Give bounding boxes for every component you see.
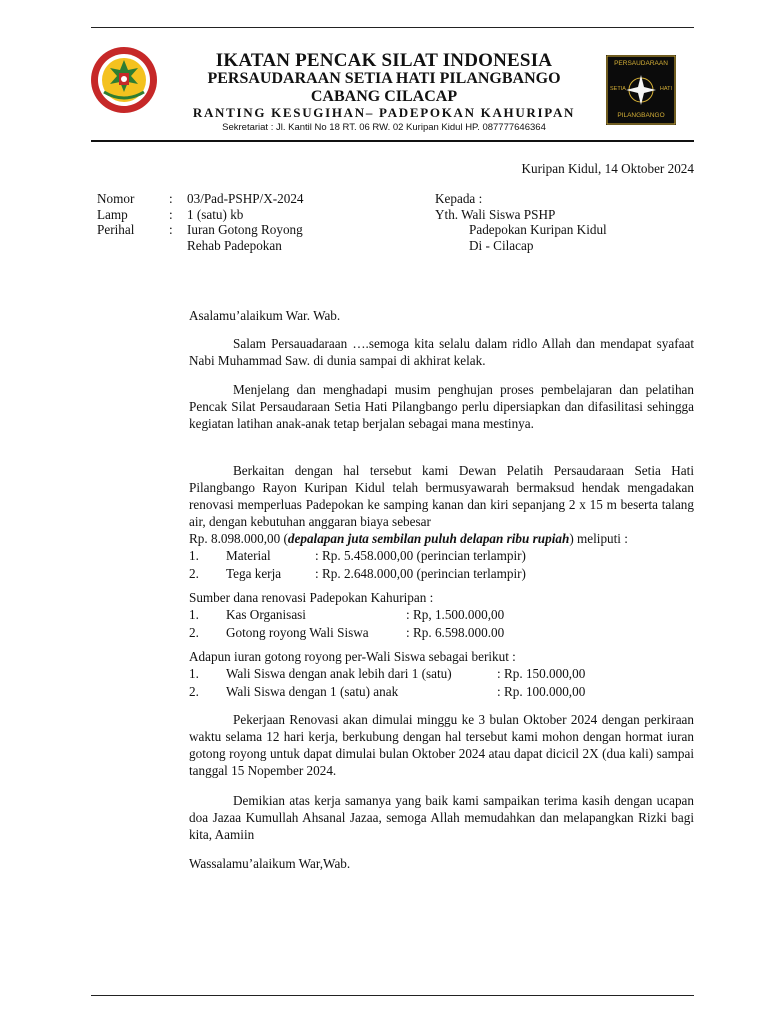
recipient-kepada: Kepada : xyxy=(435,191,483,206)
pshp-logo-right-text: HATI xyxy=(659,86,672,92)
due-1-no: 1. xyxy=(189,666,199,681)
paragraph-2: Menjelang dan menghadapi musim penghujan proses pembelajaran dan pelatihan Pencak Silat Persaudaraan Setia Hati Pilangbango perlu dipersiapkan dan difasilitasi sehingga kegiatan latihan anak-anak tetap berjalan sebagai mana mestinya. xyxy=(189,382,694,431)
due-2-no: 2. xyxy=(189,684,199,699)
due-1-value: : Rp. 150.000,00 xyxy=(497,666,586,681)
amount-prefix: Rp. 8.098.000,00 ( xyxy=(189,531,288,546)
nomor-label: Nomor xyxy=(97,191,135,206)
closing-greeting: Wassalamu’alaikum War,Wab. xyxy=(189,856,351,871)
amount-words: depalapan juta sembilan puluh delapan ribu rupiah xyxy=(287,531,570,546)
nomor-colon: : xyxy=(169,191,173,206)
paragraph-4: Pekerjaan Renovasi akan dimulai minggu ke 3 bulan Oktober 2024 dengan perkiraan waktu selama 12 hari kerja, berkubung dengan hal tersebut kami mohon dengan hormat iuran gotong royong untuk dapat dimulai bulan Oktober 2024 atau dapat dicicil 2X (dua kali) sampai tanggal 15 Nopember 2024. xyxy=(189,712,694,778)
source-2-value: : Rp. 6.598.000.00 xyxy=(406,625,505,640)
top-rule xyxy=(91,27,694,28)
dues-title: Adapun iuran gotong royong per-Wali Siswa sebagai berikut : xyxy=(189,649,516,664)
cost-1-no: 1. xyxy=(189,548,199,563)
greeting: Asalamu’alaikum War. Wab. xyxy=(189,308,341,323)
lamp-value: 1 (satu) kb xyxy=(187,207,244,222)
pshp-logo xyxy=(606,55,676,125)
due-2-value: : Rp. 100.000,00 xyxy=(497,684,586,699)
cost-1-label: Material xyxy=(226,548,271,563)
source-1-no: 1. xyxy=(189,607,199,622)
amount-suffix: ) meliputi : xyxy=(569,531,628,546)
org-name-line3: CABANG CILACAP xyxy=(310,88,458,105)
source-1-value: : Rp, 1.500.000,00 xyxy=(406,607,505,622)
sources-title: Sumber dana renovasi Padepokan Kahuripan : xyxy=(189,590,434,605)
nomor-value: 03/Pad-PSHP/X-2024 xyxy=(187,191,304,206)
paragraph-5: Demikian atas kerja samanya yang baik kami sampaikan terima kasih dengan ucapan doa Jazaa Kumullah Ahsanal Jazaa, semoga Allah memudahkan dan melapangkan Rizki bagi kita, Aamiin xyxy=(189,793,694,842)
org-name-line4: RANTING KESUGIHAN– PADEPOKAN KAHURIPAN xyxy=(192,105,576,120)
header-rule xyxy=(91,140,694,142)
perihal-value-1: Iuran Gotong Royong xyxy=(187,222,303,237)
cost-1-value: : Rp. 5.458.000,00 (perincian terlampir) xyxy=(315,548,526,563)
cost-2-value: : Rp. 2.648.000,00 (perincian terlampir) xyxy=(315,566,526,581)
due-1-label: Wali Siswa dengan anak lebih dari 1 (satu) xyxy=(226,666,452,681)
perihal-label: Perihal xyxy=(97,222,135,237)
place-date: Kuripan Kidul, 14 Oktober 2024 xyxy=(521,161,694,176)
paragraph-3: Berkaitan dengan hal tersebut kami Dewan Pelatih Persaudaraan Setia Hati Pilangbango Rayon Kuripan Kidul telah bermusyawarah bermaksud hendak mengadakan renovasi memperluas Padepokan ke samping kanan dan kiri sepanjang 2 x 15 m beserta talang air, dengan kebutuhan anggaran biaya sebesar xyxy=(189,463,694,529)
ipsi-logo xyxy=(90,46,158,114)
address-line: Sekretariat : Jl. Kantil No 18 RT. 06 RW. 02 Kuripan Kidul HP. 087777646364 xyxy=(222,122,546,133)
pshp-logo-left-text: SETIA xyxy=(610,86,626,92)
paragraph-1: Salam Persauadaraan ….semoga kita selalu dalam ridlo Allah dan mendapat syafaat Nabi Muhammad Saw. di dunia sampai di akhirat kelak. xyxy=(189,336,694,368)
org-name-line1: IKATAN PENCAK SILAT INDONESIA xyxy=(215,50,553,71)
recipient-line3: Di - Cilacap xyxy=(469,238,534,253)
perihal-value-2: Rehab Padepokan xyxy=(187,238,282,253)
due-2-label: Wali Siswa dengan 1 (satu) anak xyxy=(226,684,399,699)
cost-2-label: Tega kerja xyxy=(226,566,282,581)
bottom-rule xyxy=(91,995,694,996)
org-name-line2: PERSAUDARAAN SETIA HATI PILANGBANGO xyxy=(207,70,561,87)
source-2-no: 2. xyxy=(189,625,199,640)
perihal-colon: : xyxy=(169,222,173,237)
pshp-logo-top-text: PERSAUDARAAN xyxy=(614,60,668,67)
pshp-logo-bottom-text: PILANGBANGO xyxy=(617,112,665,119)
source-2-label: Gotong royong Wali Siswa xyxy=(226,625,369,640)
lamp-colon: : xyxy=(169,207,173,222)
amount-line xyxy=(189,530,628,547)
cost-2-no: 2. xyxy=(189,566,199,581)
recipient-line2: Padepokan Kuripan Kidul xyxy=(469,222,607,237)
source-1-label: Kas Organisasi xyxy=(226,607,306,622)
recipient-line1: Yth. Wali Siswa PSHP xyxy=(435,207,556,222)
lamp-label: Lamp xyxy=(97,207,128,222)
